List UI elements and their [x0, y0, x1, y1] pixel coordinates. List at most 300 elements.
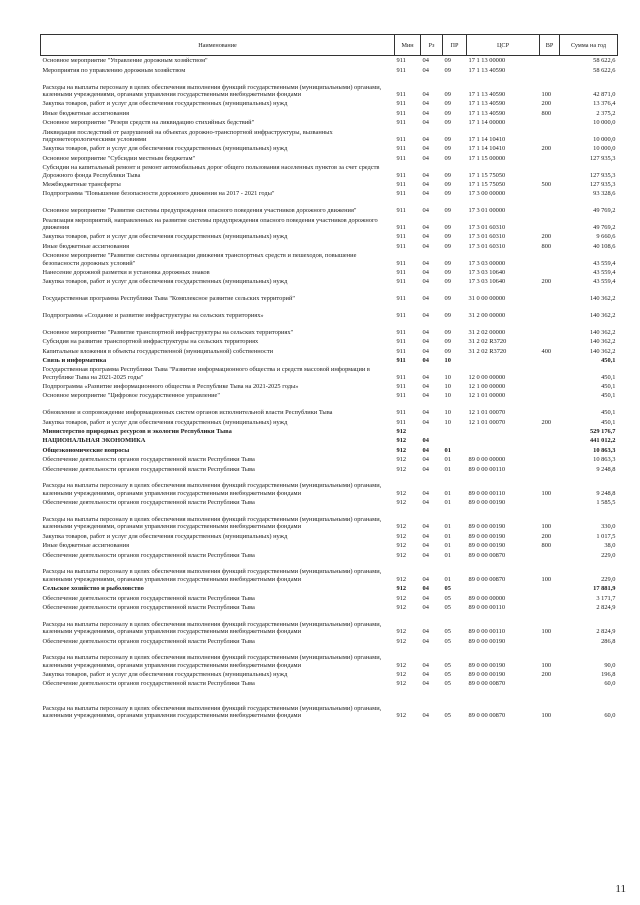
cell-amount: 43 559,4	[593, 259, 616, 267]
cell-name: Ликвидация последствий от разрушений на объектах дорожно-транспортной инфраструктуры, вызванных гидрометеорологическими условиями	[42, 128, 333, 144]
cell-target-article-code: 89 0 00 00110	[468, 628, 506, 636]
cell-subsection-code: 10	[444, 383, 451, 391]
cell-subsection-code: 05	[444, 603, 451, 611]
cell-section-code: 04	[422, 532, 429, 540]
cell-name: Субсидии на капитальный ремонт и ремонт автомобильных дорог общего пользования населенных пунктов за счет средств Дорожного фонда Республики Тыва	[42, 164, 380, 179]
cell-subsection-code: 01	[444, 575, 451, 583]
cell-subsection-code: 09	[444, 145, 451, 153]
cell-section-code: 04	[422, 523, 429, 531]
table-row	[41, 611, 618, 635]
cell-name: Обновление и сопровождение информационных систем органов исполнительной власти Республики Тыва	[42, 409, 333, 417]
cell-subsection-code: 05	[444, 712, 451, 720]
table-row	[41, 583, 618, 592]
cell-expense-type-code	[540, 678, 560, 687]
cell-subsection-code: 09	[444, 109, 451, 117]
cell-amount: 10 863,3	[593, 456, 616, 464]
cell-min-code: 911	[396, 91, 406, 99]
cell-expense-type-code	[540, 198, 560, 215]
cell-expense-type-code	[540, 400, 560, 417]
header-vr: ВР	[540, 35, 560, 56]
cell-amount: 229,0	[601, 551, 616, 559]
cell-target-article-code: 89 0 00 00870	[468, 712, 506, 720]
header-csr: ЦСР	[467, 35, 540, 56]
cell-expense-type-code: 100	[541, 523, 552, 531]
cell-min-code: 911	[396, 347, 406, 355]
cell-subsection-code: 05	[444, 680, 451, 688]
cell-section-code: 04	[422, 57, 429, 65]
cell-target-article-code: 89 0 00 00870	[468, 551, 506, 559]
cell-target-article-code: 89 0 00 00190	[468, 499, 506, 507]
cell-expense-type-code	[540, 303, 560, 320]
cell-subsection-code: 09	[444, 259, 451, 267]
cell-subsection-code: 10	[444, 409, 451, 417]
cell-amount: 42 871,0	[593, 91, 616, 99]
header-row	[41, 35, 618, 56]
cell-target-article-code: 31 0 00 00000	[468, 295, 506, 303]
cell-name: Основное мероприятие "Развитие системы организации движения транспортных средств и пешеходов, повышение безопасности дорожных условий"	[42, 252, 357, 267]
cell-min-code: 911	[396, 119, 406, 127]
table-row	[41, 215, 618, 232]
table-row	[41, 593, 618, 602]
table-row	[41, 669, 618, 678]
cell-expense-type-code	[540, 454, 560, 463]
cell-section-code: 04	[422, 594, 429, 602]
cell-expense-type-code	[540, 381, 560, 390]
cell-amount: 450,1	[601, 409, 616, 417]
cell-amount: 58 622,6	[593, 57, 616, 65]
cell-expense-type-code: 100	[541, 91, 552, 99]
cell-name: Иные бюджетные ассигнования	[42, 109, 130, 117]
table-row	[41, 117, 618, 126]
cell-section-code: 04	[422, 373, 429, 381]
cell-amount: 38,0	[604, 542, 616, 550]
cell-min-code: 911	[396, 207, 406, 215]
cell-amount: 1 017,5	[596, 532, 616, 540]
cell-name: Закупка товаров, работ и услуг для обеспечения государственных (муниципальных) нужд	[42, 532, 288, 540]
table-row	[41, 426, 618, 435]
cell-min-code: 912	[396, 532, 407, 540]
cell-section-code: 04	[422, 418, 429, 426]
cell-min-code: 911	[396, 223, 406, 231]
table-body	[41, 56, 618, 720]
cell-name: Обеспечение деятельности органов государственной власти Республики Тыва	[42, 456, 255, 464]
cell-target-article-code: 89 0 00 00000	[468, 456, 506, 464]
cell-amount: 90,0	[604, 661, 616, 669]
cell-amount: 140 362,2	[589, 295, 616, 303]
cell-amount: 450,1	[601, 383, 616, 391]
cell-subsection-code: 09	[444, 171, 451, 179]
cell-expense-type-code	[540, 426, 560, 435]
cell-expense-type-code: 800	[541, 242, 552, 250]
cell-min-code: 912	[396, 446, 407, 454]
cell-subsection-code: 01	[444, 456, 451, 464]
cell-amount: 58 622,6	[593, 66, 616, 74]
cell-subsection-code: 09	[444, 242, 451, 250]
cell-expense-type-code: 200	[541, 233, 552, 241]
cell-target-article-code: 89 0 00 00110	[468, 465, 506, 473]
cell-section-code: 04	[422, 446, 429, 454]
cell-subsection-code: 09	[444, 295, 451, 303]
header-rz: Рз	[421, 35, 443, 56]
cell-name: Расходы на выплаты персоналу в целях обеспечения выполнения функций государственными (муниципальными) органами, казенными учреждениями, органами управления государственными внебюджетными фондами	[42, 482, 382, 497]
cell-subsection-code: 09	[444, 190, 451, 198]
cell-section-code: 04	[422, 171, 429, 179]
cell-expense-type-code: 100	[541, 661, 552, 669]
cell-amount: 93 328,6	[593, 190, 616, 198]
cell-section-code: 04	[422, 671, 429, 679]
cell-amount: 450,1	[601, 356, 616, 364]
cell-name: Подпрограмма "Повышение безопасности дорожного движения на 2017 - 2021 годы"	[42, 190, 275, 198]
cell-min-code: 912	[396, 437, 407, 445]
cell-expense-type-code	[540, 56, 560, 65]
cell-name: Иные бюджетные ассигнования	[42, 242, 130, 250]
cell-subsection-code: 09	[444, 119, 451, 127]
table-row	[41, 336, 618, 345]
cell-amount: 43 559,4	[593, 268, 616, 276]
cell-subsection-code: 10	[444, 392, 451, 400]
table-row	[41, 507, 618, 531]
cell-section-code: 04	[422, 661, 429, 669]
cell-target-article-code: 89 0 00 00870	[468, 680, 506, 688]
cell-target-article-code: 17 3 03 10640	[468, 278, 506, 286]
cell-min-code: 911	[396, 259, 406, 267]
cell-min-code: 911	[396, 181, 406, 188]
cell-section-code: 04	[422, 489, 429, 497]
cell-section-code: 04	[422, 259, 429, 267]
cell-target-article-code: 17 1 14 00000	[468, 119, 506, 127]
cell-expense-type-code	[540, 319, 560, 336]
cell-name: Реализация мероприятий, направленных на развитие системы предупреждения опасного поведения участников дорожного движения	[42, 216, 378, 231]
cell-target-article-code: 17 3 00 00000	[468, 190, 506, 198]
cell-expense-type-code	[540, 250, 560, 267]
cell-amount: 60,0	[604, 680, 616, 688]
table-row	[41, 276, 618, 285]
cell-name: Закупка товаров, работ и услуг для обеспечения государственных (муниципальных) нужд	[42, 145, 288, 153]
cell-target-article-code: 17 1 15 00000	[468, 154, 506, 162]
cell-section-code: 04	[422, 551, 429, 559]
cell-name: Обеспечение деятельности органов государственной власти Республики Тыва	[42, 594, 255, 602]
cell-target-article-code: 89 0 00 00110	[468, 603, 506, 611]
cell-expense-type-code	[540, 336, 560, 345]
cell-min-code: 912	[396, 489, 407, 497]
cell-amount: 9 660,6	[596, 233, 616, 241]
cell-min-code: 912	[396, 712, 407, 720]
cell-amount: 127 935,3	[589, 181, 616, 188]
cell-name: Обеспечение деятельности органов государственной власти Республики Тыва	[42, 637, 255, 645]
cell-expense-type-code	[540, 153, 560, 162]
cell-subsection-code: 01	[444, 542, 451, 550]
cell-name: Связь и информатика	[42, 356, 107, 364]
cell-subsection-code: 09	[444, 66, 451, 74]
cell-min-code: 911	[396, 171, 406, 179]
cell-name: Подпрограмма «Развитие информационного общества в Республике Тыва на 2021-2025 годы»	[42, 383, 299, 391]
cell-expense-type-code: 200	[541, 100, 552, 108]
cell-min-code: 912	[396, 523, 407, 531]
cell-target-article-code: 17 1 13 40590	[468, 109, 506, 117]
cell-section-code: 04	[422, 181, 429, 188]
cell-section-code: 04	[422, 338, 429, 346]
cell-min-code: 912	[396, 661, 407, 669]
cell-min-code: 912	[396, 585, 407, 593]
cell-target-article-code: 12 1 01 00070	[468, 409, 506, 417]
table-row	[41, 127, 618, 144]
cell-subsection-code: 09	[444, 278, 451, 286]
cell-section-code: 04	[422, 680, 429, 688]
cell-amount: 2 375,2	[596, 109, 616, 117]
cell-amount: 1 585,5	[596, 499, 616, 507]
cell-section-code: 04	[422, 585, 429, 593]
cell-section-code: 04	[422, 109, 429, 117]
cell-section-code: 04	[422, 712, 429, 720]
cell-amount: 43 559,4	[593, 278, 616, 286]
cell-subsection-code: 01	[444, 532, 451, 540]
table-row	[41, 188, 618, 197]
cell-expense-type-code	[540, 267, 560, 276]
table-row	[41, 286, 618, 303]
cell-target-article-code	[467, 445, 540, 454]
cell-target-article-code: 31 2 00 00000	[468, 311, 506, 319]
cell-target-article-code: 17 1 13 00000	[468, 57, 506, 65]
cell-section-code: 04	[422, 242, 429, 250]
cell-subsection-code: 09	[444, 338, 451, 346]
table-row	[41, 179, 618, 188]
table-row	[41, 417, 618, 426]
cell-subsection-code: 05	[444, 637, 451, 645]
cell-section-code: 04	[422, 207, 429, 215]
cell-subsection-code: 05	[444, 628, 451, 636]
cell-name: Обеспечение деятельности органов государственной власти Республики Тыва	[42, 551, 255, 559]
cell-name: Подпрограмма «Создание и развитие инфраструктуры на сельских территориях»	[42, 311, 264, 319]
table-row	[41, 98, 618, 107]
cell-name: НАЦИОНАЛЬНАЯ ЭКОНОМИКА	[42, 437, 146, 445]
cell-subsection-code: 09	[444, 154, 451, 162]
table-row	[41, 688, 618, 720]
cell-name: Расходы на выплаты персоналу в целях обеспечения выполнения функций государственными (муниципальными) органами, казенными учреждениями, органами управления государственными внебюджетными фондами	[42, 83, 382, 99]
budget-table	[40, 34, 618, 719]
cell-min-code: 911	[396, 418, 406, 426]
cell-min-code: 911	[396, 383, 406, 391]
table-row	[41, 454, 618, 463]
cell-name: Закупка товаров, работ и услуг для обеспечения государственных (муниципальных) нужд	[42, 671, 288, 679]
cell-min-code: 912	[396, 628, 407, 636]
cell-name: Расходы на выплаты персоналу в целях обеспечения выполнения функций государственными (муниципальными) органами, казенными учреждениями, органами управления государственными внебюджетными фондами	[42, 704, 382, 720]
cell-expense-type-code	[540, 497, 560, 506]
table-row	[41, 65, 618, 74]
cell-subsection-code	[443, 435, 467, 444]
cell-section-code: 04	[422, 145, 429, 153]
header-pr: ПР	[443, 35, 467, 56]
table-row	[41, 645, 618, 669]
table-row	[41, 540, 618, 549]
table-row	[41, 678, 618, 687]
cell-target-article-code: 12 1 00 00000	[468, 383, 506, 391]
cell-subsection-code: 09	[444, 268, 451, 276]
cell-name: Закупка товаров, работ и услуг для обеспечения государственных (муниципальных) нужд	[42, 278, 288, 286]
cell-amount: 127 935,3	[589, 154, 616, 162]
cell-target-article-code: 89 0 00 00190	[468, 542, 506, 550]
cell-amount: 196,8	[601, 671, 616, 679]
cell-subsection-code: 01	[444, 489, 451, 497]
cell-section-code: 04	[422, 328, 429, 336]
header-min: Мин	[395, 35, 421, 56]
cell-section-code: 04	[422, 136, 429, 144]
cell-section-code: 04	[422, 356, 429, 364]
table-row	[41, 355, 618, 364]
cell-name: Расходы на выплаты персоналу в целях обеспечения выполнения функций государственными (муниципальными) органами, казенными учреждениями, органами управления государственными внебюджетными фондами	[42, 568, 382, 583]
cell-min-code: 911	[396, 233, 406, 241]
cell-target-article-code: 17 3 01 60310	[468, 242, 506, 250]
cell-section-code: 04	[422, 456, 429, 464]
cell-name: Обеспечение деятельности органов государственной власти Республики Тыва	[42, 680, 255, 688]
table-row	[41, 445, 618, 454]
cell-name: Капитальные вложения в объекты государственной (муниципальной) собственности	[42, 347, 274, 355]
cell-min-code: 911	[396, 311, 406, 319]
cell-target-article-code: 12 0 00 00000	[468, 373, 506, 381]
cell-section-code: 04	[422, 295, 429, 303]
cell-name: Нанесение дорожной разметки и установка дорожных знаков	[42, 268, 210, 276]
cell-expense-type-code: 200	[541, 145, 552, 153]
cell-section-code: 04	[422, 278, 429, 286]
cell-section-code: 04	[422, 347, 429, 355]
table-row	[41, 56, 618, 65]
table-row	[41, 267, 618, 276]
cell-subsection-code: 01	[444, 551, 451, 559]
cell-subsection-code: 09	[444, 181, 451, 188]
cell-min-code: 911	[396, 409, 406, 417]
cell-section-code: 04	[422, 542, 429, 550]
cell-target-article-code: 89 0 00 00190	[468, 532, 506, 540]
cell-name: Межбюджетные трансферты	[42, 181, 121, 188]
cell-min-code: 912	[396, 542, 407, 550]
cell-target-article-code	[467, 426, 540, 435]
header-name: Наименование	[41, 35, 395, 56]
cell-target-article-code: 12 1 01 00000	[468, 392, 506, 400]
cell-expense-type-code	[540, 464, 560, 473]
cell-expense-type-code: 100	[541, 489, 552, 497]
cell-name: Закупка товаров, работ и услуг для обеспечения государственных (муниципальных) нужд	[42, 418, 288, 426]
cell-subsection-code: 09	[444, 100, 451, 108]
cell-name: Расходы на выплаты персоналу в целях обеспечения выполнения функций государственными (муниципальными) органами, казенными учреждениями, органами управления государственными внебюджетными фондами	[42, 620, 382, 636]
cell-min-code: 911	[396, 278, 406, 286]
cell-expense-type-code	[540, 391, 560, 400]
cell-expense-type-code	[540, 215, 560, 232]
cell-expense-type-code: 800	[541, 109, 552, 117]
cell-min-code: 912	[396, 680, 407, 688]
cell-expense-type-code: 500	[541, 181, 552, 188]
cell-target-article-code	[467, 355, 540, 364]
cell-min-code: 911	[396, 328, 406, 336]
cell-target-article-code: 89 0 00 00190	[468, 671, 506, 679]
cell-subsection-code: 01	[444, 499, 451, 507]
cell-name: Мероприятия по управлению дорожным хозяйством	[42, 66, 186, 74]
cell-amount: 49 769,2	[593, 223, 616, 231]
cell-target-article-code: 12 1 01 00070	[468, 418, 506, 426]
cell-subsection-code: 09	[444, 207, 451, 215]
cell-target-article-code: 89 0 00 00190	[468, 523, 506, 531]
cell-subsection-code: 05	[444, 671, 451, 679]
cell-name: Государственная программа Республики Тыва "Комплексное развитие сельских территорий"	[42, 295, 295, 303]
cell-subsection-code: 09	[444, 328, 451, 336]
cell-name: Обеспечение деятельности органов государственной власти Республики Тыва	[42, 465, 255, 473]
cell-target-article-code: 31 2 02 R3720	[468, 347, 507, 355]
cell-subsection-code: 10	[444, 418, 451, 426]
cell-target-article-code	[467, 583, 540, 592]
cell-subsection-code: 05	[444, 585, 451, 593]
cell-name: Основное мероприятие "Цифровое государственное управление"	[42, 392, 220, 400]
cell-expense-type-code	[540, 550, 560, 559]
cell-section-code: 04	[422, 91, 429, 99]
cell-subsection-code: 05	[444, 661, 451, 669]
table-row	[41, 435, 618, 444]
cell-min-code: 912	[396, 594, 407, 602]
cell-section-code: 04	[422, 499, 429, 507]
cell-expense-type-code	[540, 445, 560, 454]
cell-target-article-code: 89 0 00 00110	[468, 489, 506, 497]
cell-name: Расходы на выплаты персоналу в целях обеспечения выполнения функций государственными (муниципальными) органами, казенными учреждениями, органами управления государственными внебюджетными фондами	[42, 654, 382, 669]
table-row	[41, 497, 618, 506]
cell-section-code: 04	[422, 603, 429, 611]
cell-target-article-code: 17 1 13 40590	[468, 100, 506, 108]
table-row	[41, 198, 618, 215]
table-row	[41, 473, 618, 497]
cell-min-code: 912	[396, 637, 407, 645]
cell-target-article-code: 17 3 01 60310	[468, 233, 506, 241]
cell-amount: 10 863,3	[593, 446, 616, 454]
cell-min-code: 911	[396, 66, 406, 74]
cell-name: Субсидия на развитие транспортной инфраструктуры на сельских территориях	[42, 338, 259, 346]
cell-min-code: 911	[396, 295, 406, 303]
cell-target-article-code: 17 1 14 10410	[468, 136, 506, 144]
cell-expense-type-code	[540, 435, 560, 444]
cell-name: Закупка товаров, работ и услуг для обеспечения государственных (муниципальных) нужд	[42, 233, 288, 241]
cell-expense-type-code: 100	[541, 712, 552, 720]
cell-subsection-code: 09	[444, 347, 451, 355]
cell-target-article-code: 89 0 00 00870	[468, 575, 506, 583]
cell-expense-type-code: 100	[541, 628, 552, 636]
cell-name: Основное мероприятие "Развитие системы предупреждения опасного поведения участников дорожного движения"	[42, 207, 357, 215]
cell-target-article-code: 89 0 00 00190	[468, 661, 506, 669]
cell-amount: 450,1	[601, 392, 616, 400]
cell-amount: 10 000,0	[593, 145, 616, 153]
cell-expense-type-code: 200	[541, 532, 552, 540]
cell-target-article-code: 17 3 01 60310	[468, 223, 506, 231]
cell-min-code: 911	[396, 190, 406, 198]
table-row	[41, 464, 618, 473]
cell-target-article-code	[467, 435, 540, 444]
table-row	[41, 108, 618, 117]
cell-section-code: 04	[422, 268, 429, 276]
cell-min-code: 912	[396, 456, 407, 464]
table-row	[41, 550, 618, 559]
cell-section-code: 04	[422, 437, 429, 445]
cell-section-code: 04	[422, 119, 429, 127]
cell-min-code: 911	[396, 268, 406, 276]
cell-amount: 330,0	[601, 523, 616, 531]
cell-subsection-code: 10	[444, 373, 451, 381]
cell-target-article-code: 17 3 01 00000	[468, 207, 506, 215]
cell-target-article-code: 17 3 03 10640	[468, 268, 506, 276]
cell-section-code: 04	[422, 223, 429, 231]
cell-min-code: 911	[396, 338, 406, 346]
cell-subsection-code: 09	[444, 311, 451, 319]
cell-expense-type-code	[540, 364, 560, 381]
cell-expense-type-code: 800	[541, 542, 552, 550]
cell-name: Закупка товаров, работ и услуг для обеспечения государственных (муниципальных) нужд	[42, 100, 288, 108]
cell-name: Основное мероприятие "Развитие транспортной инфраструктуры на сельских территориях"	[42, 328, 294, 336]
table-row	[41, 319, 618, 336]
cell-expense-type-code	[540, 127, 560, 144]
cell-target-article-code: 17 3 03 00000	[468, 259, 506, 267]
